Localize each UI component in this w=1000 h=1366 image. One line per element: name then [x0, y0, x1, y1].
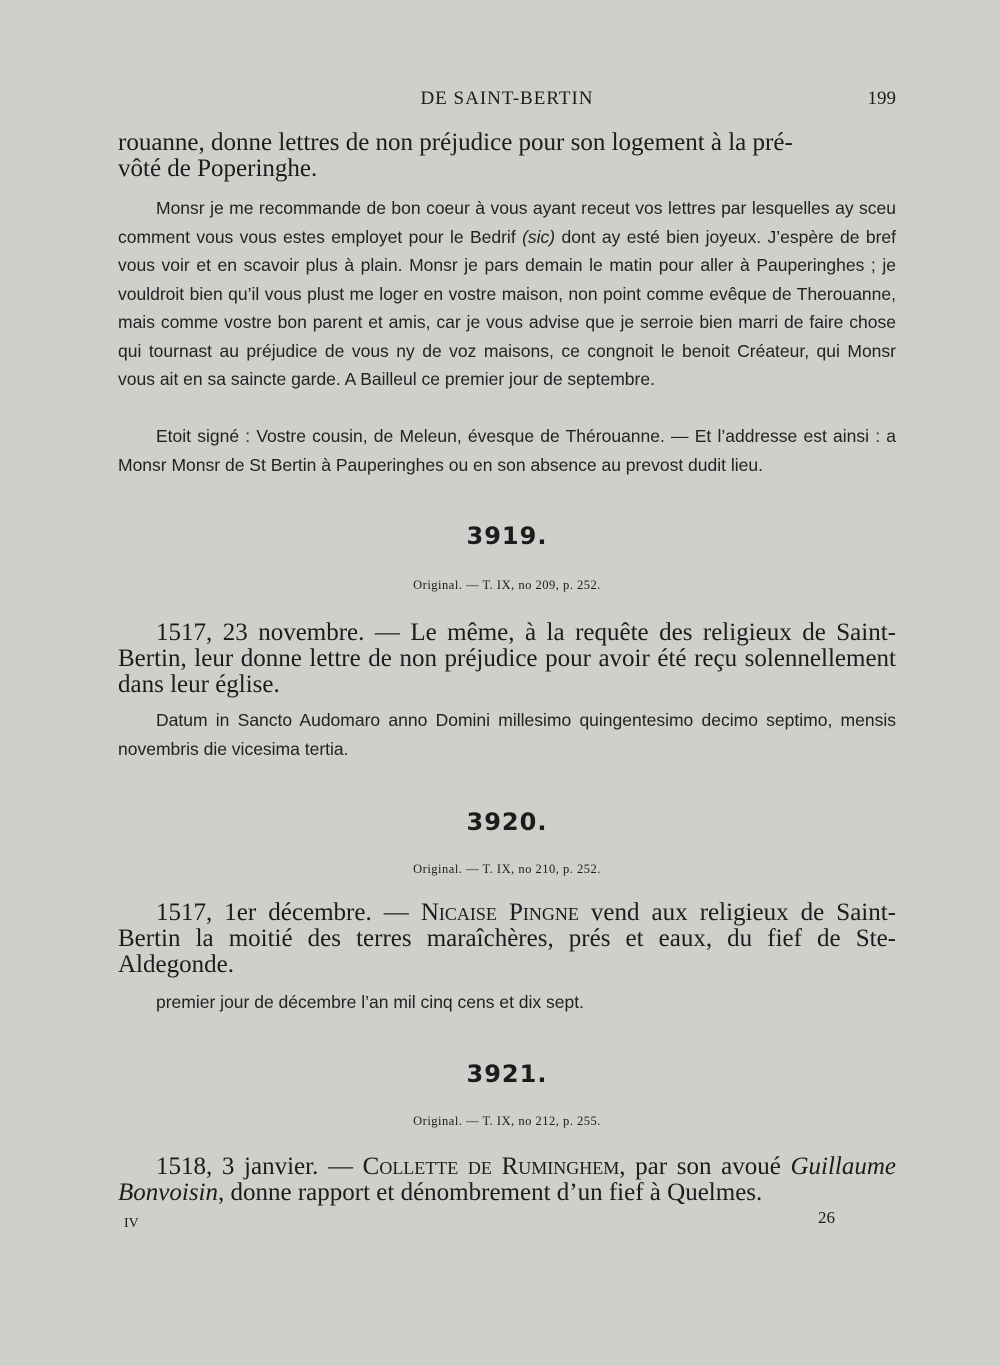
page-number: 199 — [867, 88, 896, 109]
entry-summary — [118, 1154, 896, 1206]
letter-text-b: dont ay esté bien joyeux. J’espère de bref vous voir et en scavoir plus à plain. Monsr je pars demain le matin pour aller à Pauperinghes ; je vouldroit bien qu’il vous plust me loger en vostre maison, non point comme evêque de Therouanne, mais comme vostre bon parent et amis, car je vous advise que je serroie bien marri de faire chose qui tournast au préjudice de vous ny de voz maisons, ce congnoit le benoit Créateur, qui Monsr vous ait en sa saincte garde. A Bailleul ce premier jour de septembre. — [118, 226, 896, 389]
person-name: Nicaise Pingne — [420, 899, 579, 926]
intro-lead-line2: vôté de Poperinghe. — [118, 155, 318, 182]
entry-source: Original. — T. IX, no 209, p. 252. — [413, 578, 601, 592]
entry-summary-rest: , donne rapport et dénombrement d’un fief à Quelmes. — [218, 1179, 763, 1206]
entry-source: Original. — T. IX, no 210, p. 252. — [413, 862, 601, 876]
volume-signature: IV — [124, 1216, 139, 1231]
entry-summary — [118, 900, 896, 978]
intro-lead — [118, 130, 896, 182]
entry-text: Datum in Sancto Audomaro anno Domini millesimo quingentesimo decimo septimo, mensis novembris die vicesima tertia. — [118, 710, 896, 759]
entry-date: 1517, 1er décembre. — — [156, 899, 421, 926]
letter-paragraph — [118, 194, 896, 394]
entry-summary: 1517, 23 novembre. — Le même, à la requête des religieux de Saint-Bertin, leur donne lettre de non préjudice pour avoir été reçu solennellement dans leur église. — [118, 619, 896, 698]
entry-text: premier jour de décembre l’an mil cinq cens et dix sept. — [156, 992, 584, 1012]
running-header — [118, 88, 896, 118]
header-title: DE SAINT-BERTIN — [420, 88, 594, 109]
intro-lead-line1: rouanne, donne lettres de non préjudice pour son logement à la pré- — [118, 129, 793, 156]
proxy-name: Guillaume Bonvoisin — [118, 1153, 897, 1206]
entry-source: Original. — T. IX, no 212, p. 255. — [413, 1114, 601, 1128]
sic-note: (sic) — [522, 226, 556, 247]
person-name: Collette de Ruminghem — [362, 1153, 620, 1180]
entry-summary-mid: , par son avoué — [619, 1153, 791, 1180]
entry-number: 3921. — [466, 1060, 548, 1088]
letter-text-a: Monsr je me recommande de bon coeur à vous ayant receut vos lettres par lesquelles ay sceu comment vous vous estes employet pour le Bedrif — [118, 198, 896, 247]
entry-date: 1518, 3 janvier. — — [156, 1153, 363, 1180]
entry-summary-rest: vend aux religieux de Saint-Bertin la moitié des terres maraîchères, prés et eaux, du fief de Ste-Aldegonde. — [118, 899, 897, 978]
signature-paragraph: Etoit signé : Vostre cousin, de Meleun, évesque de Thérouanne. — Et l’addresse est ainsi : a Monsr Monsr de St Bertin à Pauperinghes ou en son absence au prevost dudit lieu. — [118, 426, 896, 475]
entry-number: 3920. — [466, 808, 548, 836]
sheet-signature: 26 — [818, 1208, 835, 1227]
entry-number: 3919. — [466, 522, 548, 550]
